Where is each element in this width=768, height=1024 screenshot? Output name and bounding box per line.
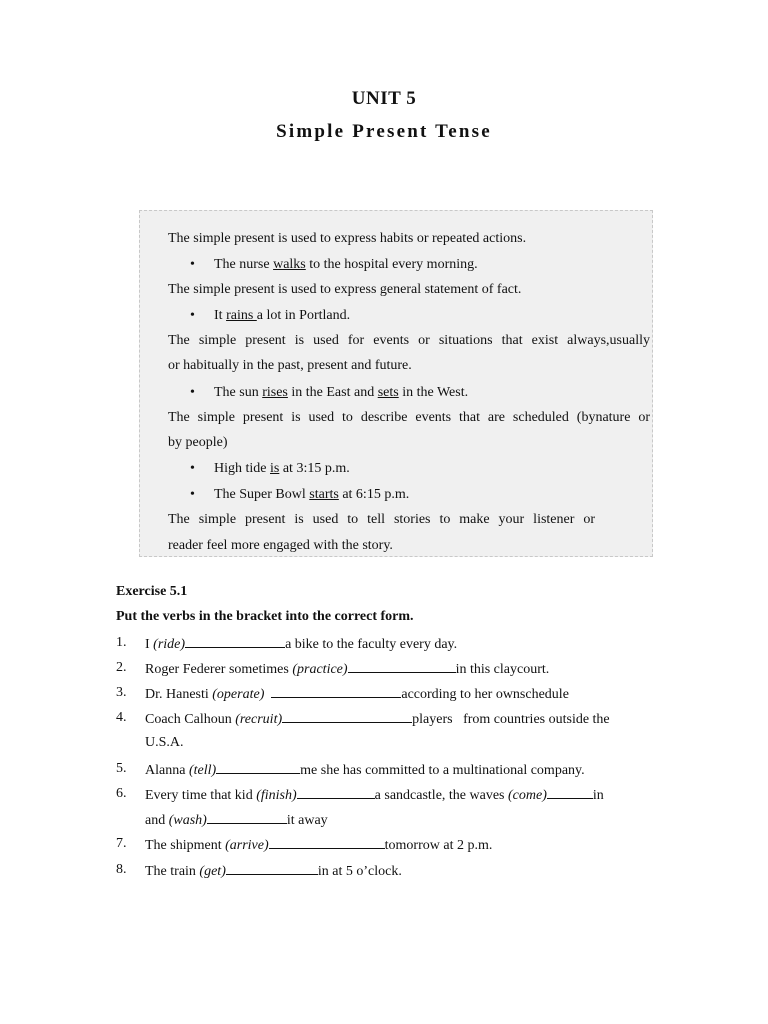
exercise-item-4: Coach Calhoun (recruit) players from countries outside the (145, 708, 653, 730)
answer-blank[interactable] (547, 784, 593, 799)
example-1: • The nurse walks to the hospital every morning. (190, 255, 478, 275)
rule-2: The simple present is used to express general statement of fact. (168, 282, 522, 297)
answer-blank[interactable] (297, 784, 375, 799)
example-2: • It rains a lot in Portland. (190, 306, 350, 326)
bullet-icon: • (190, 257, 195, 272)
exercise-item-1: I (ride) a bike to the faculty every day. (145, 633, 653, 655)
exercise-instruction: Put the verbs in the bracket into the correct form. (116, 609, 414, 624)
exercise-item-3: Dr. Hanesti (operate) according to her ownschedule (145, 683, 653, 705)
rule-3-line-1: The simple present is used for events or situations that exist always,usually (168, 333, 650, 348)
answer-blank[interactable] (348, 658, 456, 673)
exercise-item-4-continued: U.S.A. (145, 735, 184, 750)
answer-blank[interactable] (207, 809, 287, 824)
page-title: Simple Present Tense (276, 121, 492, 142)
answer-blank[interactable] (216, 759, 300, 774)
bullet-icon: • (190, 461, 195, 476)
answer-blank[interactable] (185, 633, 285, 648)
rules-box (139, 210, 653, 557)
exercise-item-7: The shipment (arrive) tomorrow at 2 p.m. (145, 834, 653, 856)
item-number: 5. (116, 761, 127, 776)
bullet-icon: • (190, 308, 195, 323)
bullet-icon: • (190, 385, 195, 400)
item-number: 1. (116, 635, 127, 650)
exercise-title: Exercise 5.1 (116, 584, 188, 599)
answer-blank[interactable] (282, 708, 412, 723)
rule-1: The simple present is used to express habits or repeated actions. (168, 231, 527, 246)
exercise-item-8: The train (get) in at 5 o’clock. (145, 860, 653, 882)
item-number: 3. (116, 685, 127, 700)
example-3: • The sun rises in the East and sets in the West. (190, 383, 468, 403)
item-number: 7. (116, 836, 127, 851)
exercise-item-5: Alanna (tell) me she has committed to a multinational company. (145, 759, 653, 781)
rule-4-line-2: by people) (168, 435, 228, 450)
item-number: 4. (116, 710, 127, 725)
unit-heading: UNIT 5 (351, 88, 417, 109)
rule-5-line-1: The simple present is used to tell stories to make your listener or (168, 512, 595, 527)
rule-3-line-2: or habitually in the past, present and future. (168, 358, 412, 373)
answer-blank[interactable] (226, 860, 318, 875)
item-number: 8. (116, 862, 127, 877)
example-4: • High tide is at 3:15 p.m. (190, 459, 350, 479)
rule-4-line-1: The simple present is used to describe events that are scheduled (bynature or (168, 410, 650, 425)
bullet-icon: • (190, 487, 195, 502)
answer-blank[interactable] (271, 683, 401, 698)
exercise-item-6-continued: and (wash) it away (145, 809, 653, 831)
answer-blank[interactable] (269, 834, 385, 849)
rule-5-line-2: reader feel more engaged with the story. (168, 538, 393, 553)
item-number: 2. (116, 660, 127, 675)
exercise-item-2: Roger Federer sometimes (practice) in this claycourt. (145, 658, 653, 680)
item-number: 6. (116, 786, 127, 801)
exercise-item-6: Every time that kid (finish) a sandcastle, the waves (come) in (145, 784, 653, 806)
example-5: • The Super Bowl starts at 6:15 p.m. (190, 485, 409, 505)
